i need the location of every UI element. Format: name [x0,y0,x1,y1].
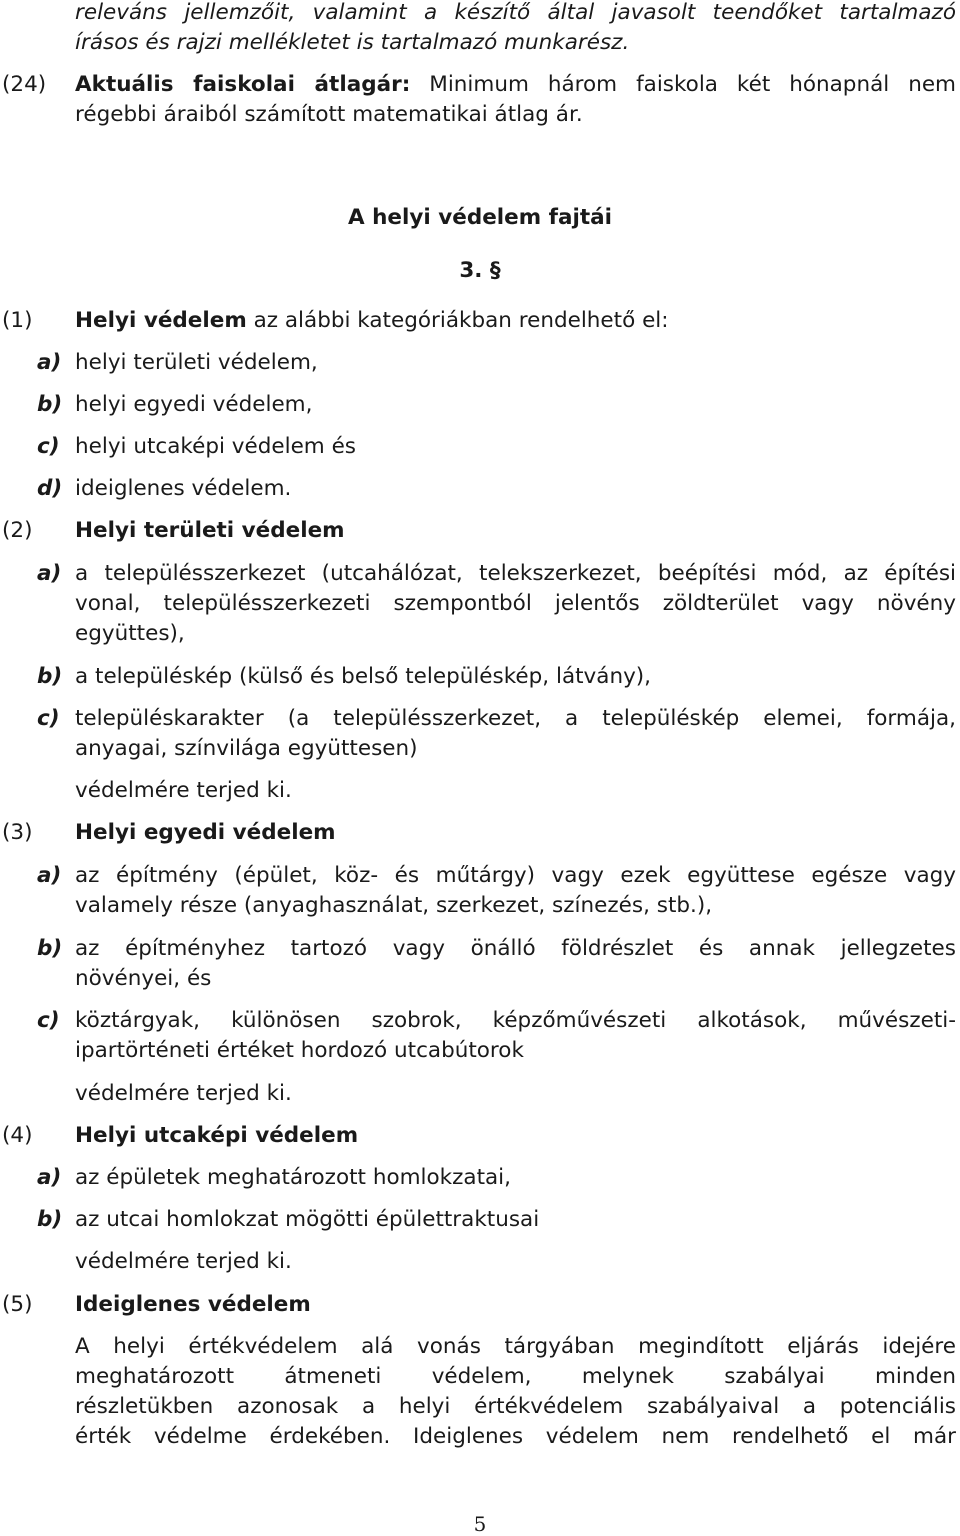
paragraph-3-title: Helyi egyedi védelem [75,820,336,845]
paragraph-2-title: Helyi területi védelem [75,518,345,543]
list-item-text: ipartörténeti értéket hordozó utcabútorok [75,1038,524,1063]
list-item-label: a) [37,350,62,375]
list-item-text: településkarakter (a településszerkezet, a településkép elemei, formája, [75,706,956,731]
list-item-label: b) [37,1207,63,1232]
paragraph-5-text: részletükben azonosak a helyi értékvédelem szabályaival a potenciális [75,1394,956,1419]
list-item-text: vonal, településszerkezeti szempontból jelentős zöldterület vagy növény [75,591,956,616]
list-item-text: helyi területi védelem, [75,350,318,375]
intro-line-2: írásos és rajzi mellékletet is tartalmazó munkarész. [75,30,630,55]
paragraph-5-text: érték védelme érdekében. Ideiglenes védelem nem rendelhető el már [75,1424,956,1449]
list-item-text: helyi utcaképi védelem és [75,434,357,459]
definition-number: (24) [2,72,47,97]
intro-line-1: releváns jellemzőit, valamint a készítő által javasolt teendőket tartalmazó [75,0,956,25]
section-number: 3. § [459,258,501,283]
list-item-text: az építményhez tartozó vagy önálló földrészlet és annak jellegzetes [75,936,956,961]
list-item-text: helyi egyedi védelem, [75,392,313,417]
paragraph-1-number: (1) [2,308,33,333]
definition-line-1 [75,72,956,97]
paragraph-3-number: (3) [2,820,33,845]
paragraph-3-closing: védelmére terjed ki. [75,1081,292,1106]
list-item-label: c) [37,1008,60,1033]
list-item-text: a településkép (külső és belső településkép, látvány), [75,664,652,689]
list-item-text: anyagai, színvilága együttesen) [75,736,418,761]
definition-line-2: régebbi áraiból számított matematikai átlag ár. [75,102,583,127]
page-number: 5 [473,1512,487,1536]
list-item-text: az építmény (épület, köz- és műtárgy) vagy ezek együttese egésze vagy [75,863,956,888]
list-item-text: köztárgyak, különösen szobrok, képzőművészeti alkotások, művészeti- [75,1008,956,1033]
list-item-label: d) [37,476,63,501]
paragraph-4-closing: védelmére terjed ki. [75,1249,292,1274]
list-item-text: az épületek meghatározott homlokzatai, [75,1165,511,1190]
section-title: A helyi védelem fajtái [347,205,613,230]
paragraph-2-number: (2) [2,518,33,543]
paragraph-1-term: Helyi védelem [75,308,247,333]
list-item-label: b) [37,936,63,961]
list-item-label: a) [37,863,62,888]
paragraph-5-text: meghatározott átmeneti védelem, melynek szabályai minden [75,1364,956,1389]
paragraph-1-text: az alábbi kategóriákban rendelhető el: [246,308,669,333]
paragraph-4-title: Helyi utcaképi védelem [75,1123,359,1148]
paragraph-5-text: A helyi értékvédelem alá vonás tárgyában megindított eljárás idejére [75,1334,956,1359]
definition-text: Minimum három faiskola két hónapnál nem [410,72,956,97]
paragraph-4-number: (4) [2,1123,33,1148]
list-item-text: növényei, és [75,966,212,991]
list-item-text: a településszerkezet (utcahálózat, telekszerkezet, beépítési mód, az építési [75,561,956,586]
paragraph-5-title: Ideiglenes védelem [75,1292,311,1317]
list-item-label: b) [37,664,63,689]
paragraph-1-intro [75,308,956,333]
list-item-label: c) [37,434,60,459]
list-item-text: ideiglenes védelem. [75,476,292,501]
list-item-text: együttes), [75,621,185,646]
paragraph-2-closing: védelmére terjed ki. [75,778,292,803]
list-item-text: az utcai homlokzat mögötti épülettraktusai [75,1207,540,1232]
list-item-label: a) [37,1165,62,1190]
list-item-label: a) [37,561,62,586]
list-item-label: b) [37,392,63,417]
list-item-text: valamely része (anyaghasználat, szerkezet, színezés, stb.), [75,893,713,918]
paragraph-5-number: (5) [2,1292,33,1317]
definition-term: Aktuális faiskolai átlagár: [75,72,411,97]
list-item-label: c) [37,706,60,731]
